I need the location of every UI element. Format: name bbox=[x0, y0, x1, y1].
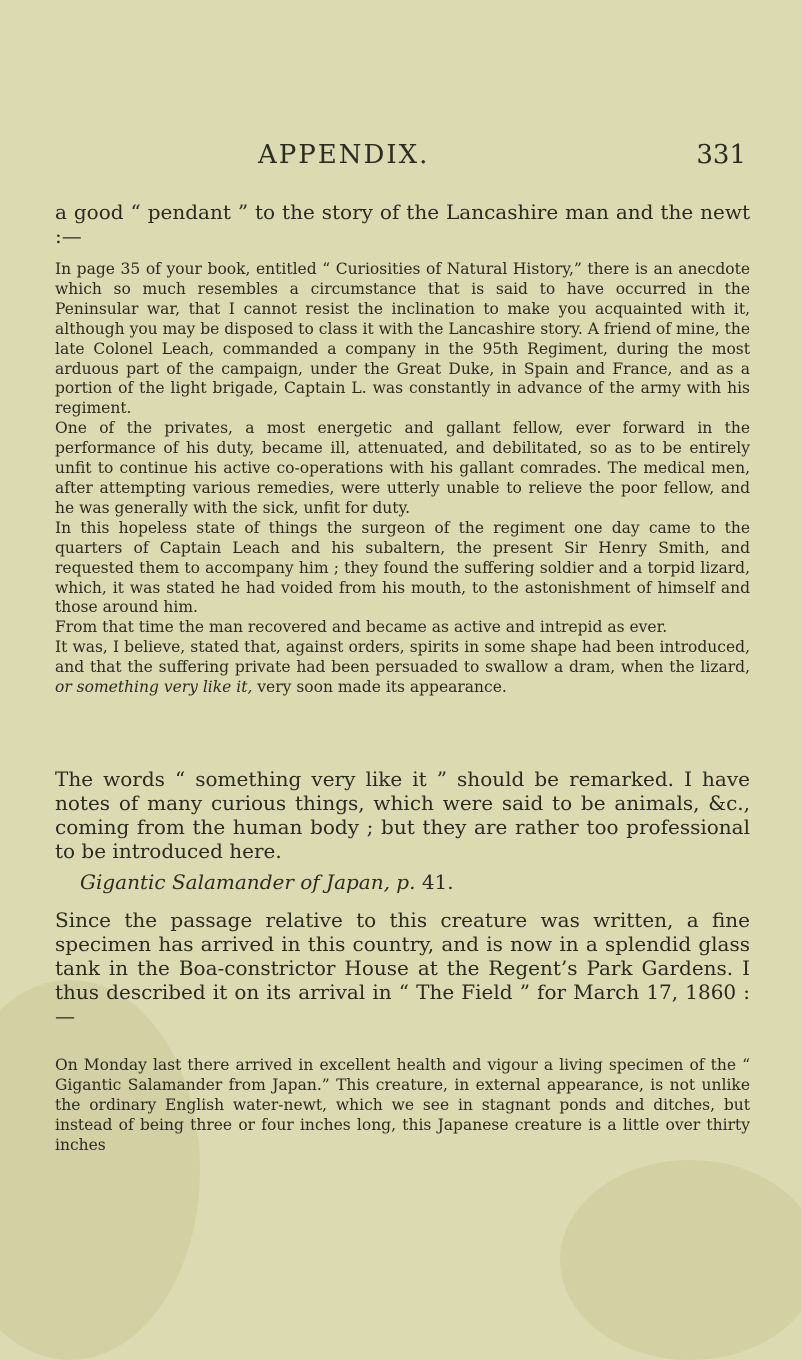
letter-paragraph: One of the privates, a most energetic and gallant fellow, ever forward in the performance of his duty, became ill, attenuated, and debilitated, so as to be entirely unfit to continue his active co-operations with his gallant comrades. The medical men, after attempting various remedies, were utterly unable to relieve the poor fellow, and he was generally with the sick, unfit for duty. bbox=[55, 419, 750, 517]
emphasis-text: or something very like it, bbox=[55, 678, 253, 697]
letter-paragraph: In page 35 of your book, entitled “ Curiosities of Natural History,” there is an anecdote which so much resembles a circumstance that is said to have occurred in the Peninsular war, that I cannot resist the inclination to make you acquainted with it, although you may be disposed to class it with the Lancashire story. A friend of mine, the late Colonel Leach, commanded a company in the 95th Regiment, during the most arduous part of the campaign, under the Great Duke, in Spain and France, and as a portion of the light brigade, Captain L. was constantly in advance of the army with his regiment. bbox=[55, 260, 750, 418]
letter-text: very soon made its appearance. bbox=[252, 678, 507, 697]
letter-text: It was, I believe, stated that, against orders, spirits in some shape had been introduced, and that the suffering private had been persuaded to swallow a dram, when the lizard, bbox=[55, 638, 750, 677]
letter-paragraph bbox=[55, 638, 750, 698]
paper-stain bbox=[0, 980, 200, 1360]
letter-paragraph: From that time the man recovered and became as active and intrepid as ever. bbox=[55, 618, 668, 637]
field-quote: On Monday last there arrived in excellent health and vigour a living specimen of the “ Gigantic Salamander from Japan.” This creature, in external appearance, is not unlike the ordinary English water-newt, which we see in stagnant ponds and ditches, but instead of being three or four inches long, this Japanese creature is a little over thirty inches bbox=[55, 1056, 750, 1154]
intro-text: a good “ pendant ” to the story of the Lancashire man and the newt :— bbox=[55, 200, 750, 248]
running-head: APPENDIX. bbox=[258, 140, 430, 170]
quoted-letter bbox=[55, 260, 750, 698]
section-title: Gigantic Salamander of Japan, p. bbox=[80, 870, 416, 894]
paper-stain bbox=[560, 1160, 801, 1360]
letter-paragraph: In this hopeless state of things the surgeon of the regiment one day came to the quarters of Captain Leach and his subaltern, the present Sir Henry Smith, and requested them to accompany him ; they found the suffering soldier and a torpid lizard, which, it was stated he had voided from his mouth, to the astonishment of himself and those around him. bbox=[55, 518, 750, 617]
section-page-ref: 41. bbox=[415, 870, 454, 894]
section-heading bbox=[80, 870, 454, 894]
page-number: 331 bbox=[696, 140, 746, 170]
commentary-paragraph: The words “ something very like it ” should be remarked. I have notes of many curious things, which were said to be animals, &c., coming from the human body ; but they are rather too professional to be introduced here. bbox=[55, 767, 750, 863]
page-header bbox=[0, 140, 801, 180]
section-body: Since the passage relative to this creature was written, a fine specimen has arrived in this country, and is now in a splendid glass tank in the Boa-constrictor House at the Regent’s Park Gardens. I thus described it on its arrival in “ The Field ” for March 17, 1860 :— bbox=[55, 908, 750, 1028]
